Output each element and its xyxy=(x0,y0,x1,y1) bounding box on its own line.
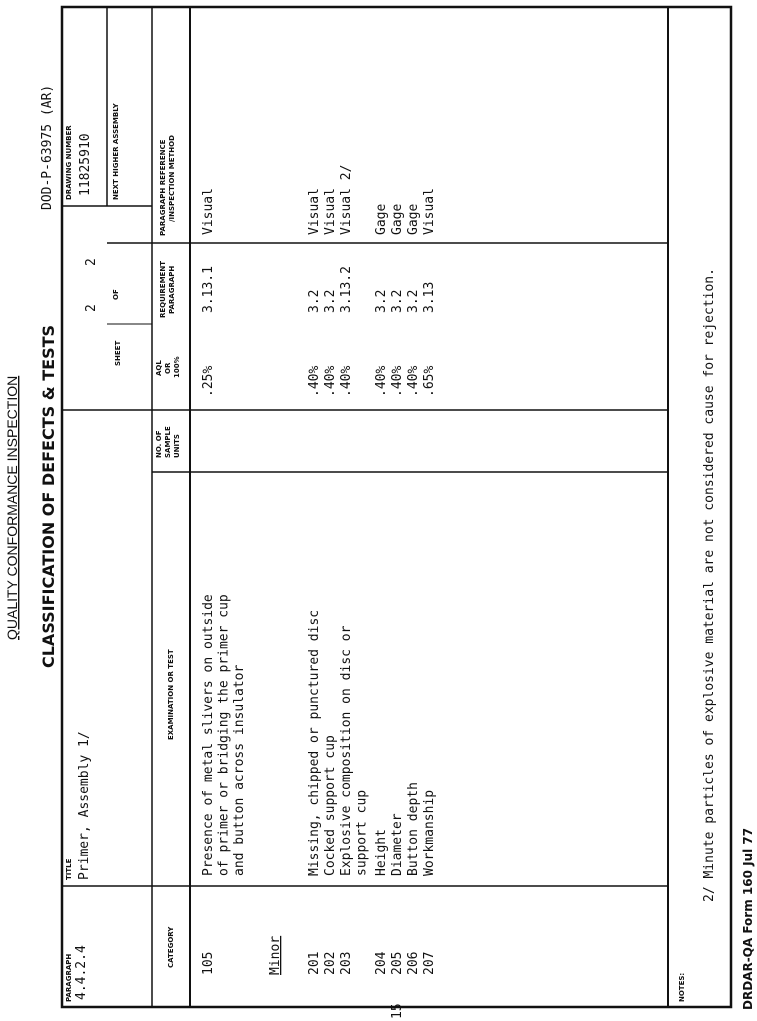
row-category: 203 xyxy=(339,951,354,975)
row-category: 201 xyxy=(307,951,322,975)
row-category: 206 xyxy=(406,951,421,975)
row-method: Gage xyxy=(406,203,421,235)
row-aql: .40% xyxy=(339,365,354,397)
paragraph-label: PARAGRAPH xyxy=(65,953,73,1002)
row-examination-line: of primer or bridging the primer cup xyxy=(216,594,232,876)
col-aql-3: 100% xyxy=(173,356,181,378)
row-examination-line: and button across insulator xyxy=(232,664,247,876)
row-method: Gage xyxy=(390,203,405,235)
col-requirement-1: REQUIREMENT xyxy=(159,261,167,318)
col-aql-1: AQL xyxy=(155,360,163,376)
sheet-label: SHEET xyxy=(114,340,122,366)
row-examination-line: Missing, chipped or punctured disc xyxy=(307,609,322,876)
col-sample-units-1: NO. OF xyxy=(155,430,163,458)
row-examination-line: support cup xyxy=(354,789,370,876)
title-value: Primer, Assembly 1/ xyxy=(77,731,92,880)
next-higher-assembly-label: NEXT HIGHER ASSEMBLY xyxy=(112,103,120,200)
row-category: 204 xyxy=(374,951,389,975)
row-aql: .40% xyxy=(374,365,389,397)
row-category: 205 xyxy=(390,951,405,975)
row-method: Gage xyxy=(374,203,389,235)
sheet-value: 2 xyxy=(84,304,99,312)
of-value: 2 xyxy=(84,258,99,266)
col-sample-units-2: SAMPLE xyxy=(164,426,172,458)
row-requirement: 3.2 xyxy=(374,289,389,313)
row-examination-line: Explosive composition on disc or xyxy=(339,625,354,876)
row-requirement: 3.13 xyxy=(422,281,437,313)
section-minor: Minor xyxy=(268,935,283,975)
col-requirement-2: PARAGRAPH xyxy=(168,265,176,314)
col-paragraph-ref-2: /INSPECTION METHOD xyxy=(168,135,176,222)
row-method: Visual xyxy=(422,188,437,235)
col-sample-units-3: UNITS xyxy=(173,434,181,458)
col-paragraph-ref-1: PARAGRAPH REFERENCE xyxy=(159,139,167,236)
paragraph-value: 4.4.2.4 xyxy=(74,945,89,1000)
drawing-number-label: DRAWING NUMBER xyxy=(65,125,73,200)
row-aql: .40% xyxy=(406,365,421,397)
row-method: Visual xyxy=(323,188,338,235)
row-examination-line: Workmanship xyxy=(422,789,437,876)
row-method: Visual 2/ xyxy=(339,164,354,235)
page-title: CLASSIFICATION OF DEFECTS & TESTS xyxy=(39,324,58,668)
row-examination-line: Presence of metal slivers on outside xyxy=(201,594,216,876)
row-requirement: 3.13.2 xyxy=(339,266,354,313)
row-aql: .40% xyxy=(307,365,322,397)
row-method: Visual xyxy=(201,188,216,235)
row-method: Visual xyxy=(307,188,322,235)
row-requirement: 3.2 xyxy=(390,289,405,313)
document-number: DOD-P-63975 (AR) xyxy=(40,84,55,210)
row-category: 105 xyxy=(201,951,216,975)
title-label: TITLE xyxy=(65,858,73,880)
defects-table-body xyxy=(201,165,437,975)
row-aql: .25% xyxy=(201,365,216,397)
row-aql: .40% xyxy=(390,365,405,397)
row-requirement: 3.2 xyxy=(323,289,338,313)
page-number: 15 xyxy=(390,1003,405,1019)
page-header: QUALITY CONFORMANCE INSPECTION xyxy=(4,375,20,640)
col-category: CATEGORY xyxy=(167,926,175,968)
row-aql: .65% xyxy=(422,365,437,397)
row-requirement: 3.2 xyxy=(307,289,322,313)
row-aql: .40% xyxy=(323,365,338,397)
row-examination-line: Diameter xyxy=(390,813,405,876)
note-text: 2/ Minute particles of explosive material are not considered cause for rejection. xyxy=(702,268,717,902)
row-examination-line: Height xyxy=(374,829,389,876)
row-requirement: 3.2 xyxy=(406,289,421,313)
row-requirement: 3.13.1 xyxy=(201,266,216,313)
row-examination-line: Button depth xyxy=(406,782,421,876)
col-examination: EXAMINATION OR TEST xyxy=(167,649,175,740)
row-examination-line: Cocked support cup xyxy=(323,735,338,876)
row-category: 207 xyxy=(422,951,437,975)
notes-label: NOTES: xyxy=(678,972,686,1002)
of-label: OF xyxy=(112,289,120,300)
row-category: 202 xyxy=(323,951,338,975)
col-aql-2: OR xyxy=(164,362,172,374)
form-id: DRDAR-QA Form 160 Jul 77 xyxy=(741,827,755,1010)
drawing-number-value: 11825910 xyxy=(78,133,93,196)
